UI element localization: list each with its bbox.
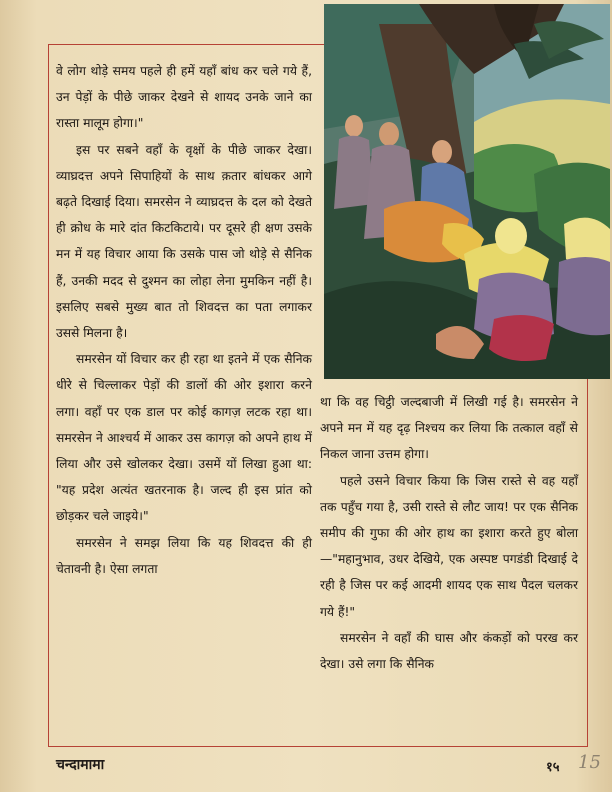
paragraph: वे लोग थोड़े समय पहले ही हमें यहाँ बांध कर चले गये हैं, उन पेड़ों के पीछे जाकर देखने से शायद उनके जाने का रास्ता मालूम होगा।" <box>56 64 312 131</box>
paragraph: था कि वह चिट्ठी जल्दबाजी में लिखी गई है। समरसेन ने अपने मन में यह दृढ़ निश्चय कर लिया कि तत्काल वहाँ से निकल जाना उत्तम होगा। <box>320 395 578 462</box>
forest-scene-illustration <box>324 4 610 379</box>
handwritten-page-number: 15 <box>578 752 601 773</box>
right-text-column <box>320 389 578 677</box>
page-number: १५ <box>546 760 560 775</box>
left-text-column <box>56 58 312 582</box>
story-illustration <box>324 4 610 379</box>
paragraph: पहले उसने विचार किया कि जिस रास्ते से वह यहाँ तक पहुँच गया है, उसी रास्ते से लौट जाय! पर एक सैनिक समीप की गुफा की ओर हाथ का इशारा करते हुए बोला—"महानुभाव, उधर देखिये, एक अस्पष्ट पगडंडी दिखाई दे रही है जिस पर कई आदमी शायद एक साथ पैदल चलकर गये हैं!" <box>320 473 578 619</box>
magazine-title: चन्दामामा <box>56 757 105 773</box>
paragraph: इस पर सबने वहाँ के वृक्षों के पीछे जाकर देखा। व्याघ्रदत्त अपने सिपाहियों के साथ क़तार बांधकर आगे बढ़ते दिखाई दिया। समरसेन ने व्याघ्रदत्त के दल को देखते ही क्रोध के मारे दांत किटकिटाये। पर दूसरे ही क्षण उसके मन में यह विचार आया कि उसके पास जो थोड़े से सैनिक हैं, उनकी मदद से दुश्मन का लोहा लेना मुमकिन नहीं है। इसलिए सबसे मुख्य बात तो शिवदत्त का पता लगाकर उससे मिलना है। <box>56 142 312 341</box>
paragraph: समरसेन यों विचार कर ही रहा था इतने में एक सैनिक धीरे से चिल्लाकर पेड़ों की डालों की ओर इशारा करने लगा। वहाँ पर एक डाल पर कोई कागज़ लटक रहा था। समरसेन ने आश्चर्य में आकर उस कागज़ को अपने हाथ में लिया और उसे खोलकर देखा। उसमें यों लिखा हुआ था: "यह प्रदेश अत्यंत खतरनाक है। जल्द ही इस प्रांत को छोड़कर चले जाइये।" <box>56 352 312 524</box>
paragraph: समरसेन ने समझ लिया कि यह शिवदत्त की ही चेतावनी है। ऐसा लगता <box>56 535 312 576</box>
paragraph: समरसेन ने वहाँ की घास और कंकड़ों को परख कर देखा। उसे लगा कि सैनिक <box>320 630 578 672</box>
